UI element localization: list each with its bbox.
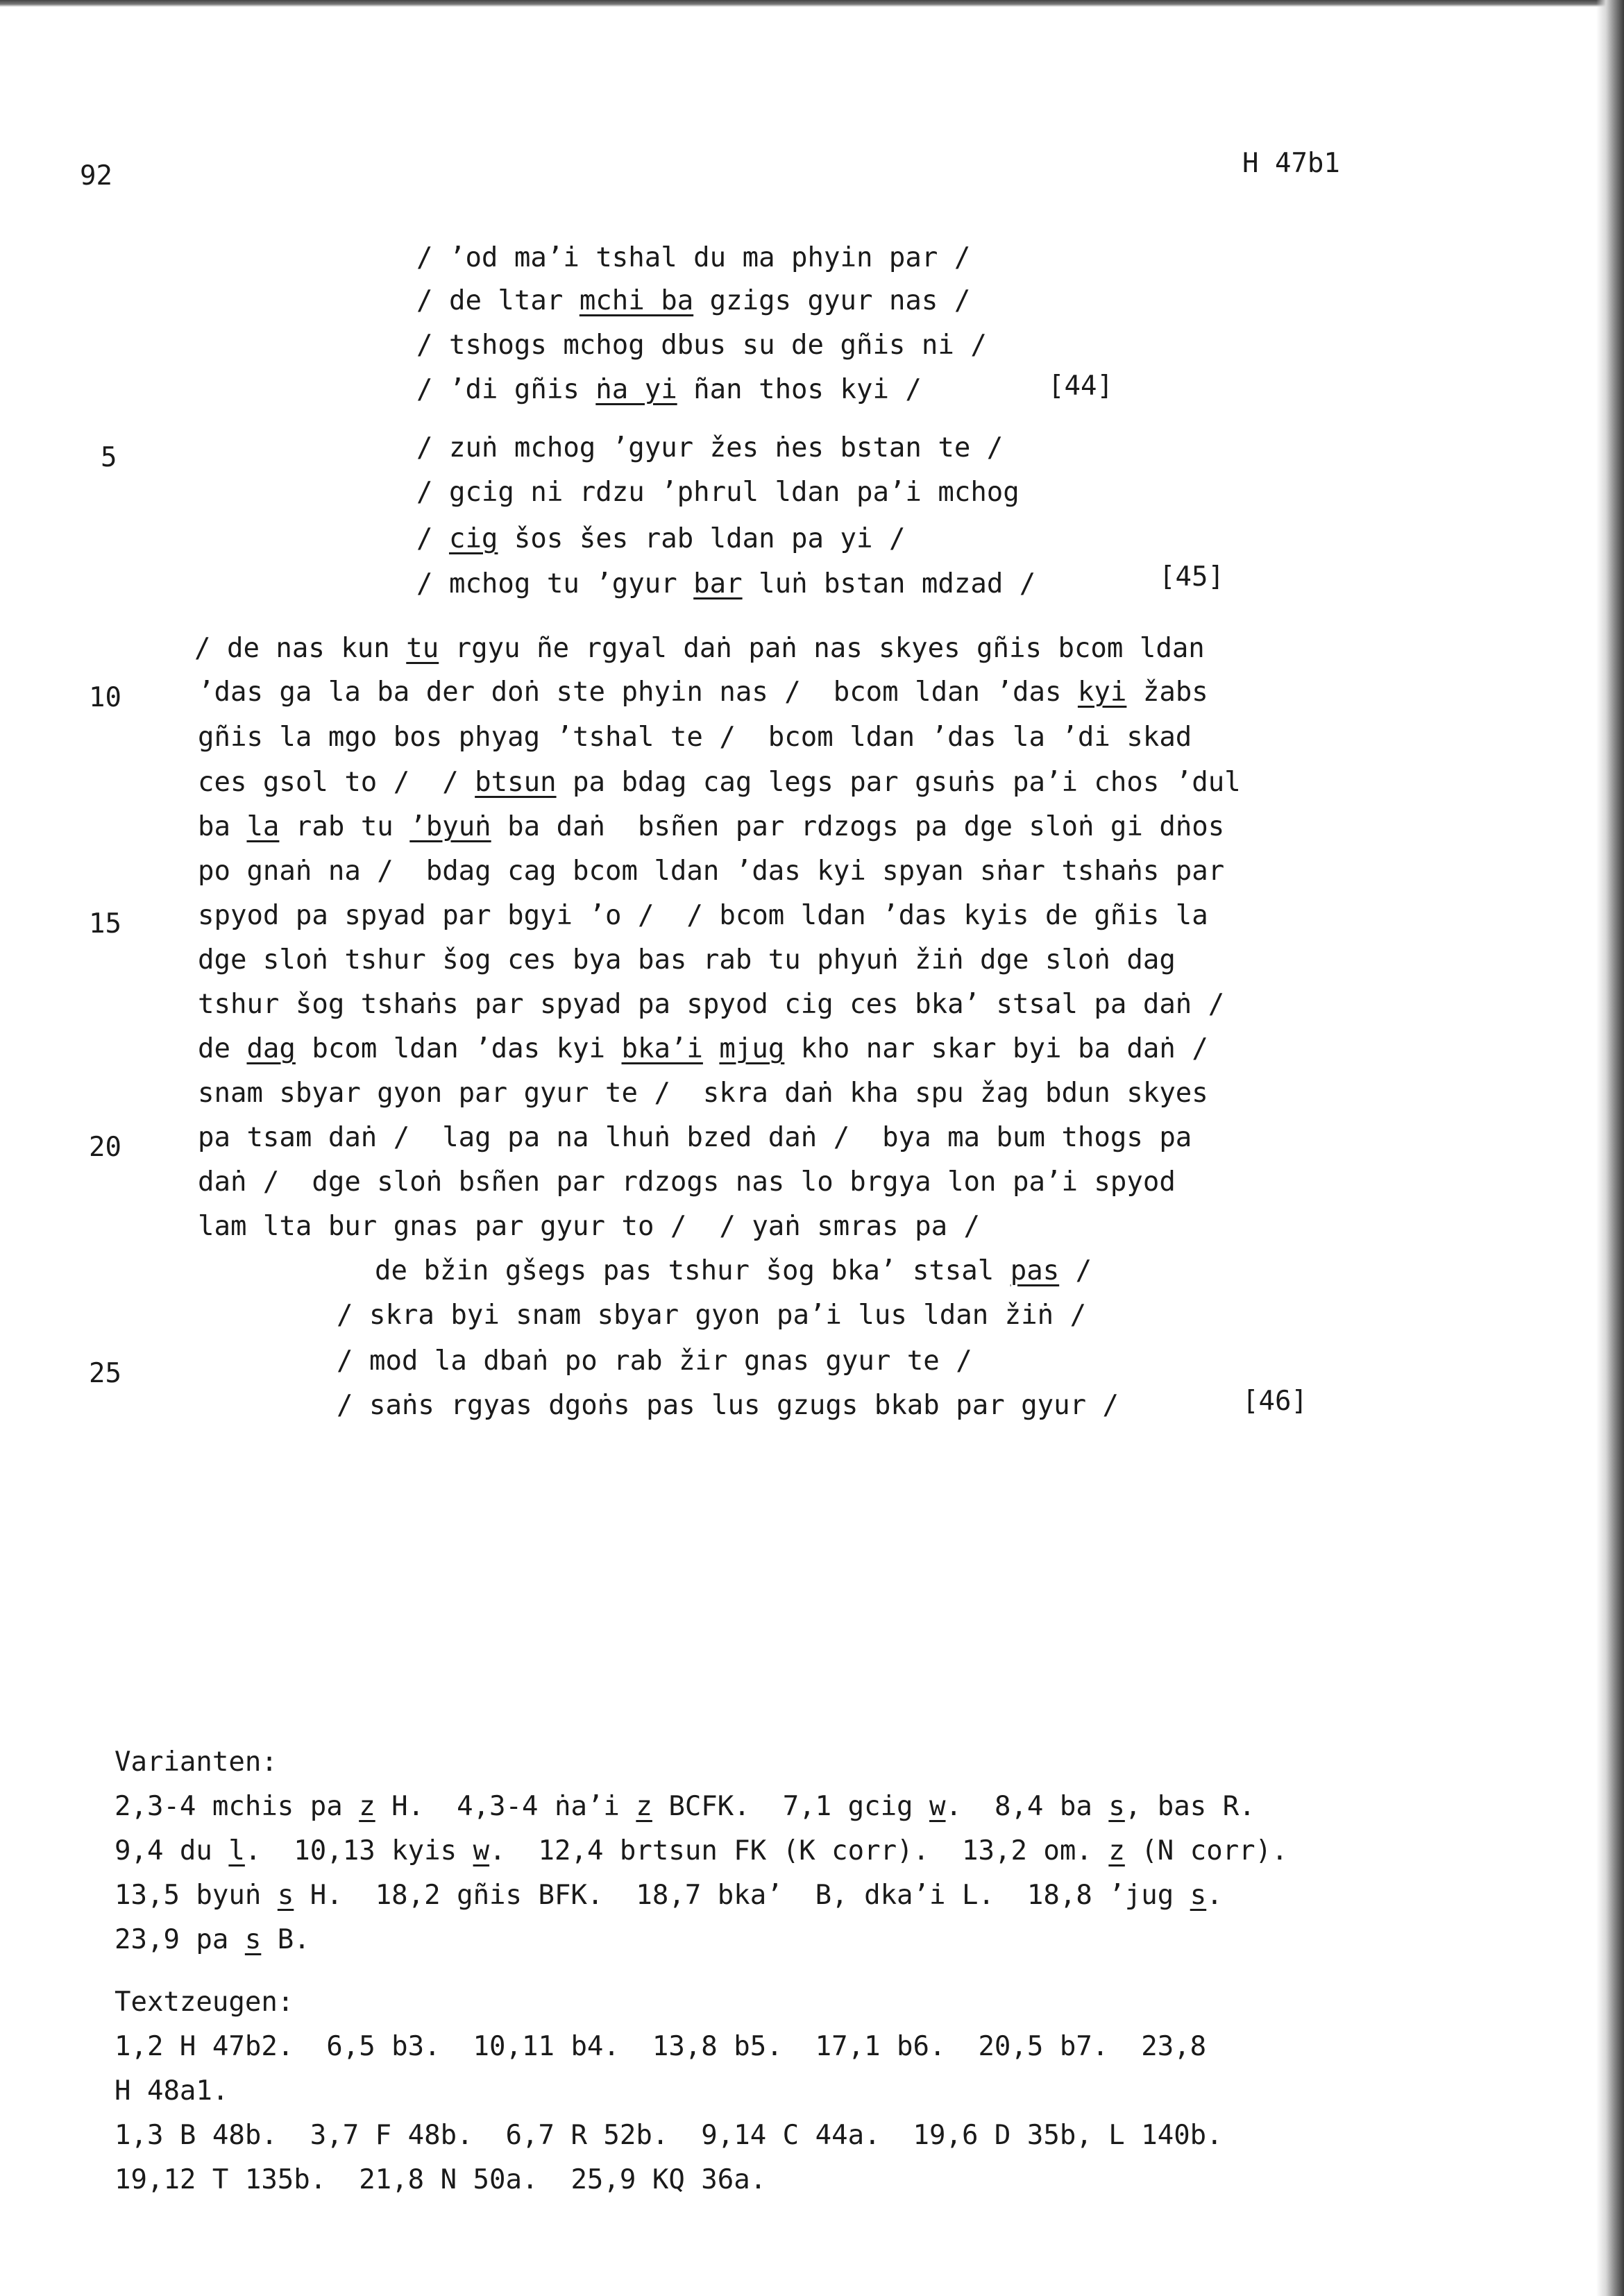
prose-line: tshur šog tshaṅs par spyad pa spyod cig ces bka’ stsal pa daṅ / [198, 989, 1225, 1020]
witness-line: H 48a1. [115, 2075, 229, 2107]
verse-line: / skra byi snam sbyar gyon pa’i lus ldan žiṅ / [337, 1300, 1087, 1331]
verse-line: / gcig ni rdzu ’phrul ldan pa’i mchog [416, 477, 1020, 508]
variant-line: 2,3-4 mchis pa z H. 4,3-4 ṅa’i z BCFK. 7,1 gcig w. 8,4 ba s, bas R. [115, 1791, 1255, 1822]
scan-right-edge-shadow [1596, 0, 1624, 2296]
verse-line: / ’od ma’i tshal du ma phyin par / [416, 242, 971, 273]
prose-line: daṅ / dge sloṅ bsñen par rdzogs nas lo brgya lon pa’i spyod [198, 1166, 1176, 1198]
prose-line: spyod pa spyad par bgyi ’o / / bcom ldan ’das kyis de gñis la [198, 900, 1208, 931]
prose-line: ces gsol to / / btsun pa bdag cag legs par gsuṅs pa’i chos ’dul [198, 767, 1241, 798]
line-number-15: 15 [89, 908, 121, 939]
witness-line: 19,12 T 135b. 21,8 N 50a. 25,9 KQ 36a. [115, 2164, 767, 2195]
verse-line: / tshogs mchog dbus su de gñis ni / [416, 330, 987, 361]
prose-line: po gnaṅ na / bdag cag bcom ldan ’das kyi spyan sṅar tshaṅs par [198, 856, 1225, 887]
line-number-5: 5 [101, 442, 117, 473]
prose-line: / de nas kun tu rgyu ñe rgyal daṅ paṅ nas skyes gñis bcom ldan [194, 633, 1205, 664]
verse-line: / cig šos šes rab ldan pa yi / [416, 523, 906, 554]
variant-line: 23,9 pa s B. [115, 1924, 310, 1955]
verse-line: / ’di gñis ṅa yi ñan thos kyi / [416, 374, 922, 405]
line-number-25: 25 [89, 1358, 121, 1389]
prose-line: dge sloṅ tshur šog ces bya bas rab tu phyuṅ žiṅ dge sloṅ dag [198, 944, 1176, 976]
verse-line: de bžin gšegs pas tshur šog bka’ stsal pas / [375, 1255, 1092, 1286]
prose-line: pa tsam daṅ / lag pa na lhuṅ bzed daṅ / bya ma bum thogs pa [198, 1122, 1192, 1153]
verse-marker: [46] [1242, 1386, 1308, 1417]
folio-reference: H 47b1 [1242, 148, 1340, 179]
line-number-20: 20 [89, 1132, 121, 1163]
prose-line: lam lta bur gnas par gyur to / / yaṅ smras pa / [198, 1211, 981, 1242]
verse-line: / saṅs rgyas dgoṅs pas lus gzugs bkab par gyur / [337, 1390, 1119, 1421]
prose-line: snam sbyar gyon par gyur te / skra daṅ kha spu žag bdun skyes [198, 1078, 1208, 1109]
textzeugen-heading: Textzeugen: [115, 1987, 294, 2018]
verse-line: / zuṅ mchog ’gyur žes ṅes bstan te / [416, 432, 1004, 464]
variant-line: 9,4 du l. 10,13 kyis w. 12,4 brtsun FK (K corr). 13,2 om. z (N corr). [115, 1835, 1288, 1866]
prose-line: ’das ga la ba der doṅ ste phyin nas / bcom ldan ’das kyi žabs [198, 677, 1208, 708]
varianten-heading: Varianten: [115, 1746, 278, 1778]
witness-line: 1,2 H 47b2. 6,5 b3. 10,11 b4. 13,8 b5. 17,1 b6. 20,5 b7. 23,8 [115, 2031, 1207, 2062]
page-number: 92 [80, 160, 112, 192]
line-number-10: 10 [89, 682, 121, 713]
verse-marker: [44] [1048, 371, 1113, 402]
prose-line: ba la rab tu ’byuṅ ba daṅ bsñen par rdzogs pa dge sloṅ gi dṅos [198, 811, 1225, 842]
verse-marker: [45] [1159, 561, 1224, 593]
prose-line: de dag bcom ldan ’das kyi bka’i mjug kho nar skar byi ba daṅ / [198, 1033, 1208, 1064]
witness-line: 1,3 B 48b. 3,7 F 48b. 6,7 R 52b. 9,14 C 44a. 19,6 D 35b, L 140b. [115, 2120, 1223, 2151]
verse-line: / mchog tu ’gyur bar luṅ bstan mdzad / [416, 568, 1036, 599]
prose-line: gñis la mgo bos phyag ’tshal te / bcom ldan ’das la ’di skad [198, 722, 1192, 753]
verse-line: / de ltar mchi ba gzigs gyur nas / [416, 285, 971, 316]
variant-line: 13,5 byuṅ s H. 18,2 gñis BFK. 18,7 bka’ B, dka’i L. 18,8 ’jug s. [115, 1880, 1223, 1911]
scan-top-edge [0, 0, 1624, 7]
verse-line: / mod la dbaṅ po rab žir gnas gyur te / [337, 1345, 972, 1377]
